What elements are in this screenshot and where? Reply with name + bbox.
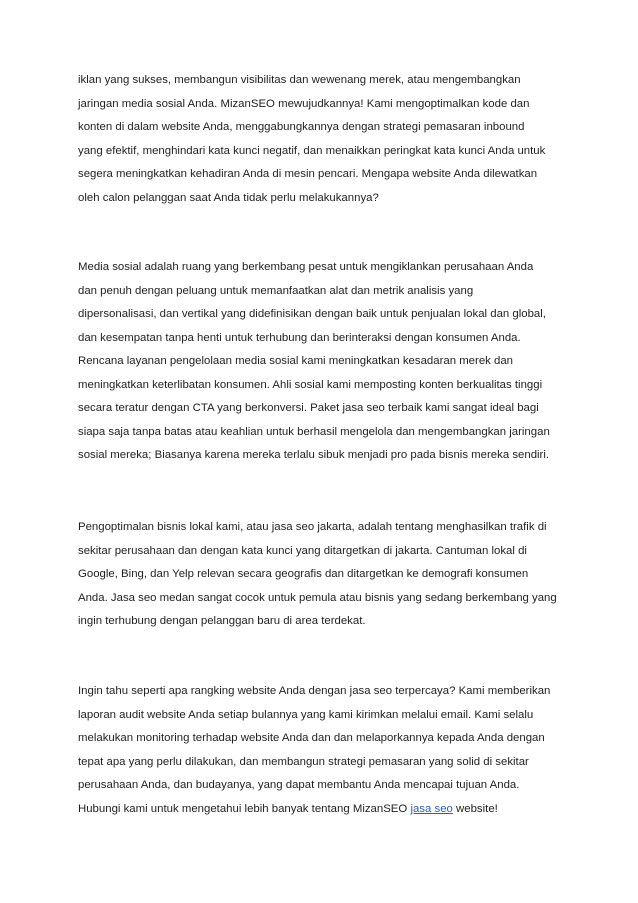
text-line: oleh calon pelanggan saat Anda tidak perlu melakukannya? [78,191,379,204]
text-line: dipersonalisasi, dan vertikal yang didefinisikan dengan baik untuk penjualan lokal dan global, [78,308,546,320]
text-line: perusahaan Anda, dan budayanya, yang dapat membantu Anda mencapai tujuan Anda. [78,779,520,791]
text-segment: website! [452,802,498,815]
text-line: Rencana layanan pengelolaan media sosial kami meningkatkan kesadaran merek dan [78,355,514,367]
paragraph-local-seo [78,516,578,634]
text-line: tepat apa yang perlu dilakukan, dan membangun strategi pemasaran yang solid di sekitar [78,755,529,768]
text-line: siapa saja tanpa batas atau keahlian untuk berhasil mengelola dan mengembangkan jaringan [78,425,550,438]
text-line: meningkatkan keterlibatan konsumen. Ahli sosial kami memposting konten berkualitas tinggi [78,378,543,391]
text-line: ingin terhubung dengan pelanggan baru di area terdekat. [78,615,366,627]
text-line: yang efektif, menghindari kata kunci negatif, dan menaikkan peringkat kata kunci Anda untuk [78,144,546,157]
jasa-seo-link[interactable]: jasa seo [410,802,453,815]
text-line: Ingin tahu seperti apa rangking website Anda dengan jasa seo terpercaya? Kami memberikan [78,685,551,697]
text-line: jaringan media sosial Anda. MizanSEO mewujudkannya! Kami mengoptimalkan kode dan [78,97,530,110]
text-line: konten di dalam website Anda, menggabungkannya dengan strategi pemasaran inbound [78,121,525,133]
text-line: Media sosial adalah ruang yang berkembang pesat untuk mengiklankan perusahaan Anda [78,261,534,273]
paragraph-social-media [78,256,578,468]
text-line: Google, Bing, dan Yelp relevan secara geografis dan ditargetkan ke demografi konsumen [78,568,529,580]
text-line: Pengoptimalan bisnis lokal kami, atau jasa seo jakarta, adalah tentang menghasilkan trafik di [78,521,547,533]
text-line: secara teratur dengan CTA yang berkonversi. Paket jasa seo terbaik kami sangat ideal bagi [78,402,539,414]
text-line: Anda. Jasa seo medan sangat cocok untuk pemula atau bisnis yang sedang berkembang yang [78,591,557,604]
text-line: melakukan monitoring terhadap website Anda dan dan melaporkannya kepada Anda dengan [78,732,545,744]
text-line: dan penuh dengan peluang untuk memanfaatkan alat dan metrik analisis yang [78,284,474,297]
text-line-with-link [78,798,578,822]
text-line: iklan yang sukses, membangun visibilitas dan wewenang merek, atau mengembangkan [78,74,521,86]
text-line: segera meningkatkan kehadiran Anda di mesin pencari. Mengapa website Anda dilewatkan [78,168,538,180]
text-segment: Hubungi kami untuk mengetahui lebih banyak tentang MizanSEO [78,802,411,815]
text-line: sekitar perusahaan dan dengan kata kunci yang ditargetkan di jakarta. Cantuman lokal di [78,544,527,557]
paragraph-ranking-report [78,680,578,821]
text-line: laporan audit website Anda setiap bulannya yang kami kirimkan melalui email. Kami selalu [78,708,534,721]
text-line: sosial mereka; Biasanya karena mereka terlalu sibuk menjadi pro pada bisnis mereka sendiri. [78,449,550,461]
text-line: dan kesempatan tanpa henti untuk terhubung dan berinteraksi dengan konsumen Anda. [78,331,521,344]
paragraph-intro-seo [78,69,578,210]
